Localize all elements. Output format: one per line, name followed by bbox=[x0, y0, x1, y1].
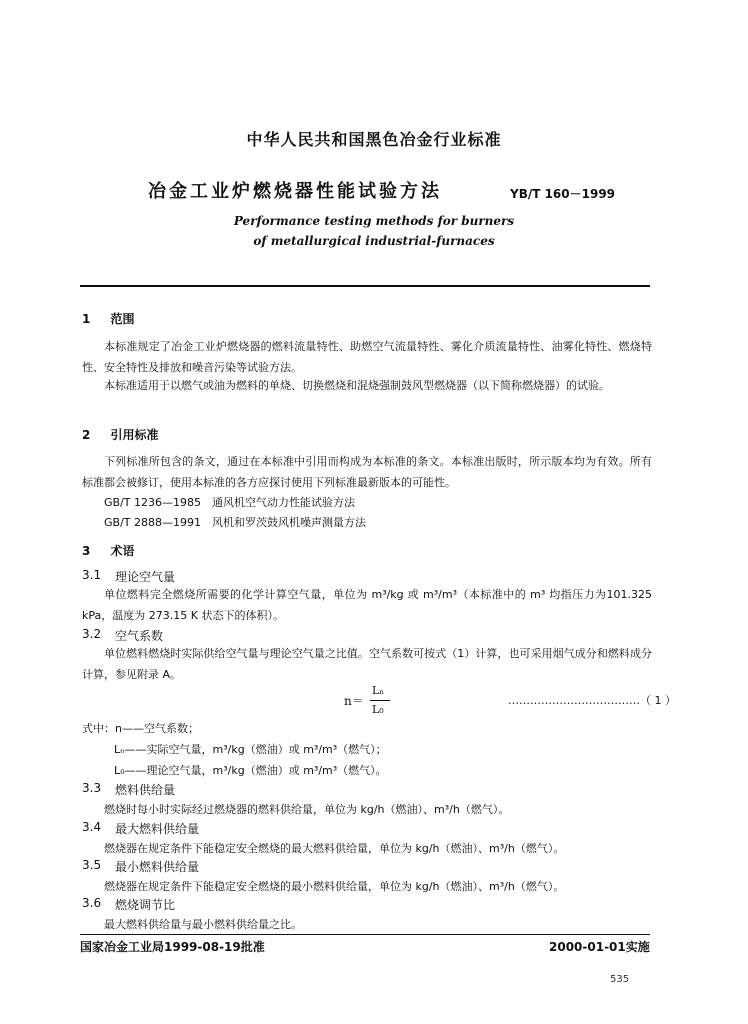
document-title-cn: 冶金工业炉燃烧器性能试验方法 bbox=[148, 181, 442, 202]
header-divider bbox=[80, 285, 650, 287]
section-title: 引用标准 bbox=[110, 428, 159, 442]
formula-fraction-bar bbox=[370, 700, 390, 701]
subsection-3-4-number: 3.4 bbox=[82, 820, 102, 834]
subsection-3-5-paragraph: 燃烧器在规定条件下能稳定安全燃烧的最小燃料供给量，单位为 kg/h（燃油）、m³/h（燃气）。 bbox=[104, 880, 565, 893]
section-title: 术语 bbox=[110, 544, 135, 558]
section-1-paragraph-2: 本标准适用于以燃气或油为燃料的单烧、切换燃烧和混烧强制鼓风型燃烧器（以下简称燃烧器）的试验。 bbox=[104, 379, 610, 392]
subsection-3-1-paragraph: 单位燃料完全燃烧所需要的化学计算空气量，单位为 m³/kg 或 m³/m³（本标准中的 m³ 均指压力为101.325 kPa，温度为 273.15 K 状态下的体积）。 bbox=[82, 588, 652, 622]
subsection-3-3-paragraph: 燃烧时每小时实际经过燃烧器的燃料供给量，单位为 kg/h（燃油）、m³/h（燃气）。 bbox=[104, 803, 510, 816]
reference-standard-2: GB/T 2888—1991 风机和罗茨鼓风机噪声测量方法 bbox=[104, 516, 366, 529]
section-2-heading bbox=[82, 426, 159, 443]
subsection-3-3-number: 3.3 bbox=[82, 781, 102, 795]
implementation-date: 2000-01-01实施 bbox=[549, 940, 650, 954]
formula-lhs: n＝ bbox=[344, 694, 364, 708]
footer-divider bbox=[80, 934, 650, 935]
issuing-agency: 中华人民共和国黑色冶金行业标准 bbox=[246, 130, 502, 149]
formula-definition-1: Lₙ——实际空气量，m³/kg（燃油）或 m³/m³（燃气）； bbox=[114, 743, 387, 756]
formula-numerator: Lₙ bbox=[372, 684, 385, 697]
section-2-paragraph-1: 下列标准所包含的条文，通过在本标准中引用而构成为本标准的条文。本标准出版时，所示版本均为有效。所有标准都会被修订，使用本标准的各方应探讨使用下列标准最新版本的可能性。 bbox=[82, 455, 652, 489]
approval-date: 国家冶金工业局1999-08-19批准 bbox=[80, 940, 265, 954]
reference-standard-1: GB/T 1236—1985 通风机空气动力性能试验方法 bbox=[104, 496, 355, 509]
section-title: 范围 bbox=[110, 312, 135, 326]
section-number: 3 bbox=[82, 544, 91, 558]
subsection-3-3-title: 燃料供给量 bbox=[115, 783, 176, 797]
subsection-3-4-title: 最大燃料供给量 bbox=[115, 822, 200, 836]
formula-definition-2: L₀——理论空气量，m³/kg（燃油）或 m³/m³（燃气）。 bbox=[114, 764, 387, 777]
section-1-paragraph-1: 本标准规定了冶金工业炉燃烧器的燃料流量特性、助燃空气流量特性、雾化介质流量特性、油雾化特性、燃烧特性、安全特性及排放和噪音污染等试验方法。 bbox=[82, 340, 652, 374]
page-number: 535 bbox=[610, 974, 630, 985]
document-title-en-line1: Performance testing methods for burners bbox=[233, 214, 515, 228]
document-title-en-line2: of metallurgical industrial-furnaces bbox=[253, 234, 495, 248]
formula-denominator: L₀ bbox=[372, 703, 384, 716]
subsection-3-1-title: 理论空气量 bbox=[115, 570, 176, 584]
subsection-3-6-paragraph: 最大燃料供给量与最小燃料供给量之比。 bbox=[104, 918, 302, 931]
subsection-3-5-number: 3.5 bbox=[82, 858, 102, 872]
formula-where: 式中：n——空气系数； bbox=[82, 722, 199, 735]
formula-number: ………………………………（ 1 ） bbox=[508, 694, 676, 707]
subsection-3-6-title: 燃烧调节比 bbox=[115, 898, 176, 912]
subsection-3-2-number: 3.2 bbox=[82, 627, 102, 641]
subsection-3-2-title: 空气系数 bbox=[115, 629, 164, 643]
subsection-3-2-paragraph: 单位燃料燃烧时实际供给空气量与理论空气量之比值。空气系数可按式（1）计算，也可采用烟气成分和燃料成分计算，参见附录 A。 bbox=[82, 647, 652, 681]
subsection-3-6-number: 3.6 bbox=[82, 896, 102, 910]
section-number: 2 bbox=[82, 428, 91, 442]
subsection-3-5-title: 最小燃料供给量 bbox=[115, 860, 200, 874]
subsection-3-4-paragraph: 燃烧器在规定条件下能稳定安全燃烧的最大燃料供给量，单位为 kg/h（燃油）、m³/h（燃气）。 bbox=[104, 842, 565, 855]
section-number: 1 bbox=[82, 312, 91, 326]
section-3-heading bbox=[82, 542, 135, 559]
standard-code: YB/T 160－1999 bbox=[510, 187, 616, 201]
section-1-heading bbox=[82, 310, 135, 327]
subsection-3-1-number: 3.1 bbox=[82, 568, 102, 582]
